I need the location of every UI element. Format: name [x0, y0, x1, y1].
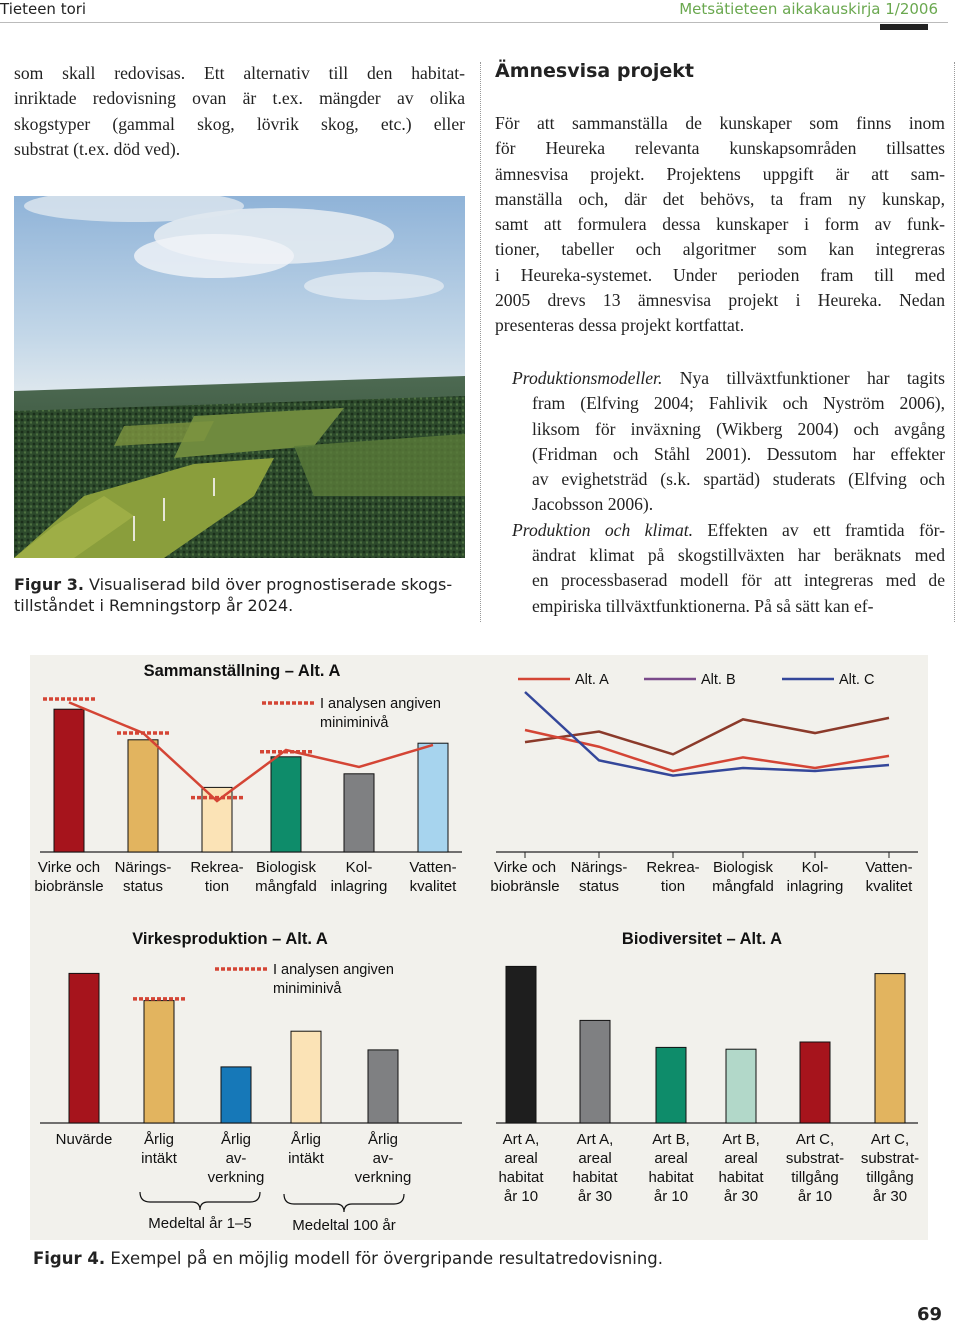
tick-label: inlagring — [330, 878, 388, 895]
tick-label: år 10 — [653, 1188, 689, 1205]
tick-label: verkning — [207, 1169, 265, 1186]
series-line — [525, 718, 889, 754]
bar — [580, 1020, 610, 1123]
tick-label: av- — [225, 1150, 247, 1167]
bar — [875, 974, 905, 1123]
group-label: Medeltal 100 år — [292, 1217, 396, 1234]
tick-label: av- — [372, 1150, 394, 1167]
tick-label: status — [122, 878, 164, 895]
section-title: Ämnesvisa projekt — [495, 60, 695, 82]
bar — [368, 1050, 398, 1123]
header-bar — [880, 24, 928, 30]
tick-label: Vatten- — [865, 859, 913, 876]
tick-label: habitat — [648, 1169, 694, 1186]
tick-label: Art C, — [795, 1131, 835, 1148]
forest-visualisation-image — [14, 196, 465, 558]
tick-label: Kol- — [345, 859, 373, 876]
minimum-level-legend-label: miniminivå — [273, 981, 342, 997]
tick-label: år 30 — [577, 1188, 613, 1205]
text-line: presenteras dessa projekt kortfattat. — [495, 315, 745, 336]
bar — [69, 973, 99, 1123]
text-line: (Fridman och Ståhl 2001). Dessutom har effekter — [532, 443, 945, 464]
tick-label: verkning — [354, 1169, 412, 1186]
text-line: inriktade redovisning ovan är t.ex. mängder av olika — [14, 88, 465, 109]
figure3-caption-line1: Visualiserad bild över prognostiserade skogs- — [83, 575, 453, 594]
tick-label: areal — [504, 1150, 538, 1167]
text-line: ämnesvisa projekt. Projektens uppgift är att sam- — [495, 163, 945, 184]
legend-label: Alt. C — [839, 672, 875, 688]
text-line — [512, 518, 945, 543]
figure4-caption — [33, 1249, 663, 1268]
chart-title: Virkesproduktion – Alt. A — [132, 930, 328, 948]
group-brace — [140, 1192, 260, 1210]
text-line — [512, 366, 945, 391]
tick-label: mångfald — [255, 878, 317, 895]
tick-label: år 10 — [503, 1188, 539, 1205]
tick-label: tillgång — [866, 1169, 914, 1186]
text-line: För att sammanställa de kunskaper som finns inom — [495, 113, 945, 133]
tick-label: intäkt — [141, 1150, 177, 1167]
text-line: som skall redovisas. Ett alternativ till den habitat- — [14, 63, 465, 83]
tick-label: habitat — [498, 1169, 544, 1186]
cloud — [134, 234, 294, 278]
tick-label: Virke och — [37, 859, 101, 876]
right-column-paragraph — [495, 111, 945, 339]
bar — [54, 709, 84, 852]
group-label: Medeltal år 1–5 — [148, 1215, 252, 1232]
legend-label: Alt. A — [575, 672, 609, 688]
tick-label: biobränsle — [34, 878, 104, 895]
tick-label: tion — [204, 878, 230, 895]
tick-label: år 10 — [797, 1188, 833, 1205]
tick-label: substrat- — [860, 1150, 920, 1167]
text-line: ändrat klimat på skogstillväxten har beräknats med — [532, 545, 945, 566]
figure4-caption-text: Exempel på en möjlig modell för övergripande resultatredovisning. — [105, 1249, 664, 1268]
tick-label: mångfald — [712, 878, 774, 895]
list-item — [512, 366, 945, 518]
cloud — [304, 272, 444, 300]
bar — [291, 1031, 321, 1123]
text-line: en processbaserad modell för att integreras med de — [532, 570, 945, 591]
figure3-caption-line2: tillståndet i Remningstorp år 2024. — [14, 596, 294, 615]
tick-label: Kol- — [801, 859, 829, 876]
header-rule — [0, 22, 948, 23]
right-margin-rule — [954, 62, 955, 622]
legend-label: Alt. B — [701, 672, 736, 688]
text-line: för Heureka relevanta kunskapsområden tillsattes — [495, 138, 945, 159]
tick-label: intäkt — [288, 1150, 324, 1167]
minimum-level-legend-label: I analysen angiven — [273, 962, 394, 978]
item-label: Produktionsmodeller. — [512, 368, 663, 388]
tick-label: Vatten- — [409, 859, 457, 876]
chart-title: Biodiversitet – Alt. A — [621, 930, 783, 948]
bar — [144, 1001, 174, 1123]
bar — [800, 1042, 830, 1123]
chart-title: Sammanställning – Alt. A — [143, 662, 341, 680]
text-line: i Heureka-systemet. Under perioden fram till med — [495, 264, 945, 285]
tick-label: Rekrea- — [190, 859, 244, 876]
tick-label: substrat- — [785, 1150, 845, 1167]
text-line: fram (Elfving 2004; Fahlivik och Nyström 2006), — [532, 393, 945, 414]
tick-label: tillgång — [791, 1169, 839, 1186]
group-brace — [284, 1194, 404, 1212]
text-line: skogstyper (gammal skog, lövrik skog, etc.) eller — [14, 113, 465, 134]
figure4-charts — [0, 640, 960, 1260]
project-list — [510, 366, 945, 619]
tick-label: Biologisk — [255, 859, 317, 876]
tick-label: Art B, — [722, 1131, 760, 1148]
text-line: substrat (t.ex. död ved). — [14, 138, 181, 159]
text-line: samt att formulera dessa kunskaper i form av funk- — [495, 214, 945, 235]
bar — [344, 774, 374, 852]
text-line: liksom för inväxning (Wikberg 2004) och avgång — [532, 418, 945, 439]
tick-label: Art B, — [652, 1131, 690, 1148]
tick-label: biobränsle — [490, 878, 560, 895]
bar — [656, 1047, 686, 1123]
text-line: Jacobsson 2006). — [532, 494, 654, 515]
page-number: 69 — [916, 1304, 942, 1325]
section-label: Tieteen tori — [0, 0, 87, 18]
tick-label: kvalitet — [865, 878, 913, 895]
tick-label: Årlig — [290, 1131, 322, 1148]
text-line: empiriska tillväxtfunktionerna. På så sätt kan ef- — [532, 595, 874, 616]
tick-label: status — [578, 878, 620, 895]
item-text: Nya tillväxtfunktioner har tagits — [662, 368, 945, 388]
tick-label: Närings- — [570, 859, 628, 876]
text-line: av evighetsträd (s.k. spartäd) studerats (Elfving och — [532, 469, 945, 490]
tick-label: Art C, — [870, 1131, 910, 1148]
tick-label: areal — [724, 1150, 758, 1167]
tick-label: habitat — [718, 1169, 764, 1186]
column-separator — [480, 62, 481, 622]
journal-title: Metsätieteen aikakauskirja 1/2006 — [679, 0, 938, 18]
bar — [271, 757, 301, 852]
item-label: Produktion och klimat. — [512, 519, 694, 540]
text-line: tioner, tabeller och algoritmer som kan integreras — [495, 239, 945, 260]
text-line: manställa och, där det behövs, ta fram ny kunskap, — [495, 188, 945, 209]
figure3-label: Figur 3. — [14, 575, 84, 594]
tick-label: inlagring — [786, 878, 844, 895]
tick-label: habitat — [572, 1169, 618, 1186]
bar — [221, 1067, 251, 1123]
tick-label: Biologisk — [712, 859, 774, 876]
bar — [726, 1049, 756, 1123]
bar — [128, 740, 158, 852]
bar — [506, 966, 536, 1123]
list-item — [512, 518, 945, 619]
tick-label: areal — [578, 1150, 612, 1167]
tick-label: Art A, — [576, 1131, 614, 1148]
tick-label: Årlig — [220, 1131, 252, 1148]
tick-label: Årlig — [143, 1131, 175, 1148]
tick-label: Nuvärde — [55, 1131, 113, 1148]
tick-label: kvalitet — [409, 878, 457, 895]
bar — [418, 743, 448, 852]
tick-label: Art A, — [502, 1131, 540, 1148]
tick-label: Rekrea- — [646, 859, 700, 876]
item-text: Effekten av ett framtida för- — [693, 519, 945, 540]
tick-label: Årlig — [367, 1131, 399, 1148]
tick-label: areal — [654, 1150, 688, 1167]
figure3-caption — [14, 574, 465, 616]
minimum-level-legend-label: miniminivå — [320, 715, 389, 731]
tick-label: år 30 — [872, 1188, 908, 1205]
tick-label: tion — [660, 878, 686, 895]
tick-label: Närings- — [114, 859, 172, 876]
text-line: 2005 drevs 13 ämnesvisa projekt i Heureka. Nedan — [495, 290, 945, 311]
tick-label: Virke och — [493, 859, 557, 876]
figure4-label: Figur 4. — [33, 1249, 106, 1268]
minimum-level-legend-label: I analysen angiven — [320, 696, 441, 712]
tick-label: år 30 — [723, 1188, 759, 1205]
left-column-paragraph — [14, 61, 465, 162]
